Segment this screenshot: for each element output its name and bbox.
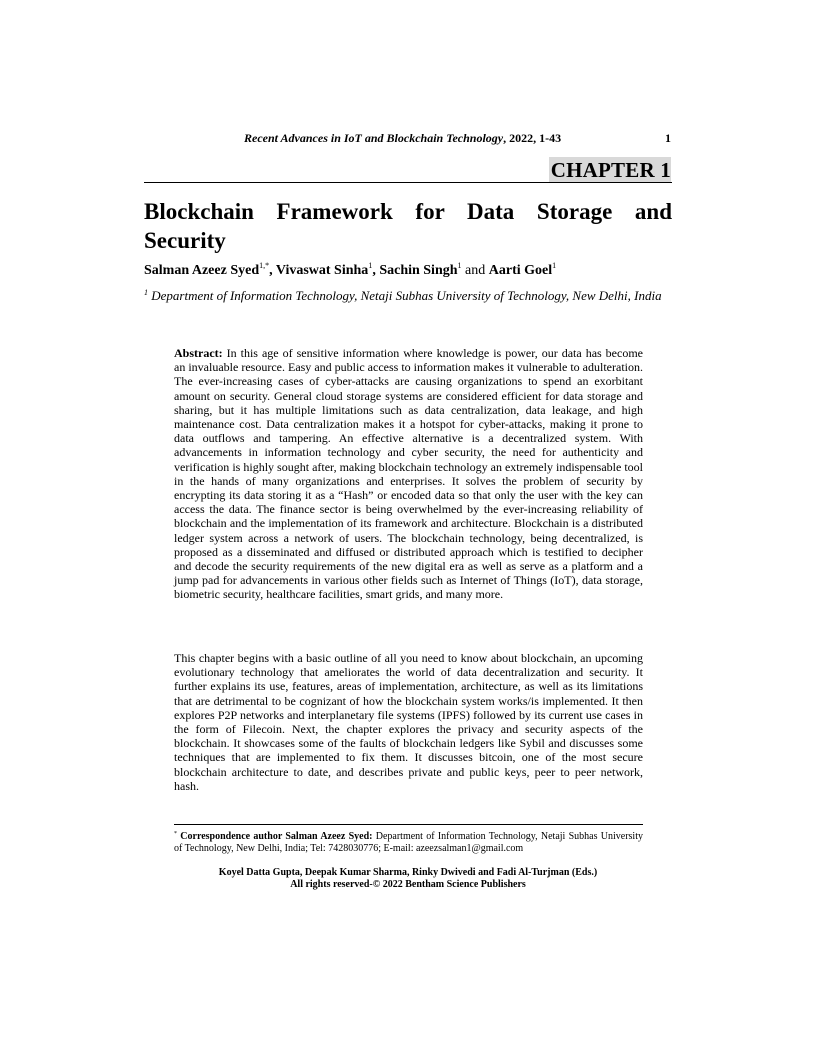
author-list xyxy=(144,261,672,279)
chapter-banner xyxy=(549,157,671,182)
author-affiliation-mark: 1,* xyxy=(259,261,270,270)
abstract xyxy=(174,346,643,602)
journal-year-pages: , 2022, 1-43 xyxy=(503,131,562,145)
footnote-rule xyxy=(174,824,643,825)
editors-line: Koyel Datta Gupta, Deepak Kumar Sharma, Rinky Dwivedi and Fadi Al-Turjman (Eds.) xyxy=(218,867,598,878)
abstract-text: In this age of sensitive information where knowledge is power, our data has become an invaluable resource. Easy and public access to information makes it vulnerable to adulteration. The ever-increasing cases of cyber-attacks are causing organizations to spend an exorbitant amount on security. General cloud storage systems are considered efficient for data storage and sharing, but it has multiple limitations such as data centralization, data leakage, and high maintenance cost. Data centralization makes it a hotspot for cyber-attacks, making it prone to data outflows and tampering. An effective alternative is a decentralized system. With advancements in information technology and cyber security, the need for authenticity and verification is highly sought after, making blockchain technology an extremely indispensable tool in the hands of many organizations and enterprises. It solves the problem of security by encrypting its data storing it as a “Hash” or encoded data so that only the user with the key can access the data. The finance sector is being overwhelmed by the ever-increasing reliability of blockchain and the implementation of its framework and architecture. Blockchain is a distributed ledger system across a network of users. The blockchain technology, being decentralized, is proposed as a disseminated and diffused or distributed approach which is testified to decipher and decode the security requirements of the new digital era as well as serve as a platform and a jump pad for advancements in various other fields such as Internet of Things (IoT), data storage, biometric security, healthcare facilities, smart grids, and many more. xyxy=(174,346,643,602)
footnote-label: Correspondence author Salman Azeez Syed: xyxy=(177,831,373,842)
copyright-line: All rights reserved-© 2022 Bentham Science Publishers xyxy=(290,879,526,890)
author-name: Vivaswat Sinha xyxy=(275,263,369,278)
running-header xyxy=(0,131,816,149)
correspondence-footnote xyxy=(174,828,643,855)
affiliation xyxy=(144,285,672,303)
author-separator: , xyxy=(372,263,380,278)
header-rule xyxy=(144,182,672,183)
journal-title: Recent Advances in IoT and Blockchain Technology xyxy=(244,131,504,145)
author-conjunction: and xyxy=(461,263,489,278)
affiliation-text: Department of Information Technology, Netaji Subhas University of Technology, New Delhi, India xyxy=(148,288,662,303)
abstract-paragraph-2: This chapter begins with a basic outline of all you need to know about blockchain, an upcoming evolutionary technology that ameliorates the world of data decentralization and security. It further explains its use, features, areas of implementation, architecture, as well as its limitations that are detrimental to be cognizant of how the blockchain system works/is implemented. It then explores P2P networks and interplanetary file systems (IPFS) followed by its current use cases in the form of Filecoin. Next, the chapter explores the privacy and security aspects of the blockchain. It showcases some of the faults of blockchain ledgers like Sybil and discusses some techniques that are implemented to fix them. It discusses bitcoin, one of the most secure blockchain architecture to date, and describes private and public keys, peer to peer network, hash. xyxy=(174,651,643,793)
chapter-title: Blockchain Framework for Data Storage and Security xyxy=(144,199,672,253)
author-separator: , xyxy=(269,263,276,278)
affiliation-mark: 1 xyxy=(144,288,148,297)
editors-block xyxy=(144,867,672,891)
page-number: 1 xyxy=(665,131,671,145)
footnote-text: Department of Information Technology, Netaji Subhas University of Technology, New Delhi, India; Tel: 7428030776; E-mail: azeezsalman1@gmail.com xyxy=(174,831,643,854)
journal-citation xyxy=(244,131,561,146)
footnote-mark: * xyxy=(174,831,177,837)
author-affiliation-mark: 1 xyxy=(368,261,373,270)
abstract-label: Abstract: xyxy=(174,346,223,360)
author-name: Sachin Singh xyxy=(379,263,458,278)
author-affiliation-mark: 1 xyxy=(552,261,557,270)
chapter-label: CHAPTER 1 xyxy=(550,158,671,182)
author-name: Salman Azeez Syed xyxy=(144,263,260,278)
author-name: Aarti Goel xyxy=(488,263,553,278)
author-affiliation-mark: 1 xyxy=(457,261,462,270)
